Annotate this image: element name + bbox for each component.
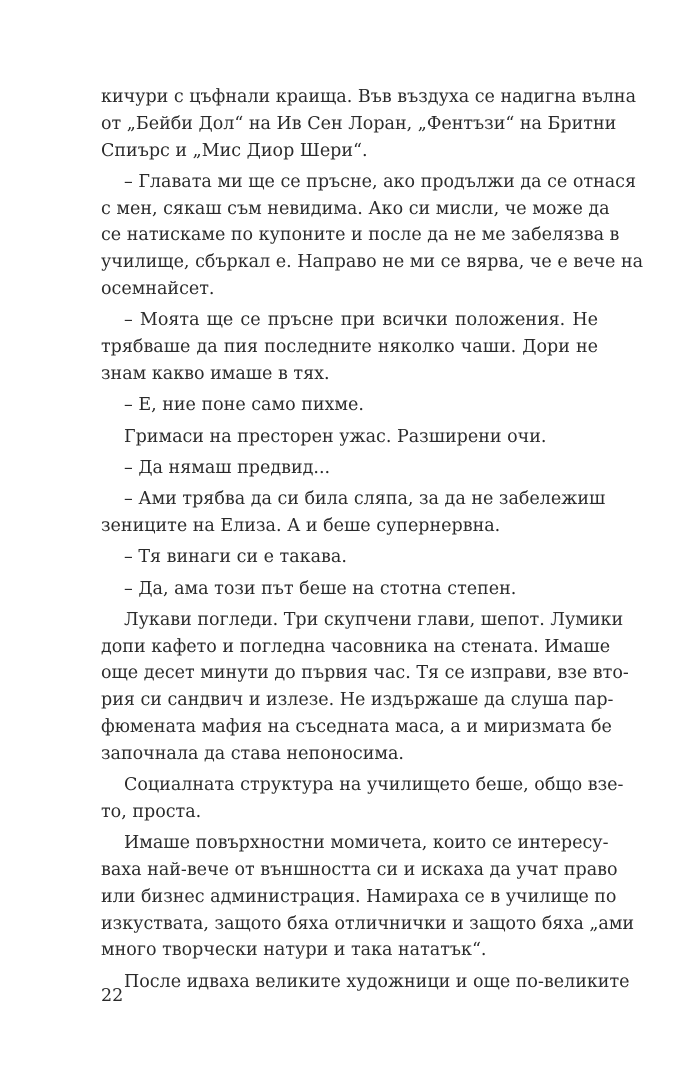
text-line: – Е, ние поне само пихме.: [124, 395, 364, 416]
text-line: Спиърс и „Мис Диор Шери“.: [101, 140, 368, 161]
text-line: фюмената мафия на съседната маса, а и миризмата бе: [101, 717, 612, 738]
text-line: рия си сандвич и излезе. Не издържаше да слуша пар-: [101, 690, 614, 711]
text-line: още десет минути до първия час. Тя се изправи, взе вто-: [101, 663, 629, 684]
text-line: – Ами трябва да си била сляпа, за да не забележиш: [124, 489, 606, 510]
text-line: училище, сбъркал е. Направо не ми се вярва, че е вече на: [101, 252, 644, 273]
text-line: от „Бейби Дол“ на Ив Сен Лоран, „Фентъзи“ на Бритни: [101, 113, 617, 134]
text-line: Лукави погледи. Три скупчени глави, шепот. Лумики: [124, 609, 624, 630]
text-line: изкуствата, защото бяха отличнички и защото бяха „ами: [101, 913, 635, 934]
text-line: – Тя винаги си е такава.: [124, 547, 347, 568]
text-line: или бизнес администрация. Намираха се в училище по: [101, 886, 617, 907]
text-line: – Моята ще се пръсне при всички положения. Не: [124, 310, 598, 331]
text-line: много творчески натури и така нататък“.: [101, 940, 487, 961]
text-line: После идваха великите художници и още по-великите: [124, 971, 630, 992]
text-line: знам какво имаше в тях.: [101, 363, 330, 384]
text-line: трябваше да пия последните няколко чаши. Дори не: [101, 337, 598, 358]
text-line: ваха най-вече от външността си и искаха да учат право: [101, 860, 618, 881]
text-line: кичури с цъфнали краища. Във въздуха се надигна вълна: [101, 87, 637, 107]
text-line: започнала да става непоносима.: [101, 743, 404, 764]
text-line: – Главата ми ще се пръсне, ако продължи да се отнася: [124, 171, 636, 192]
page-number: 22: [101, 986, 124, 1006]
text-line: – Да, ама този път беше на стотна степен.: [124, 578, 517, 599]
text-line: зениците на Елиза. А и беше супернервна.: [101, 515, 501, 536]
text-line: – Да нямаш предвид...: [124, 457, 331, 478]
text-line: Социалната структура на училището беше, общо взе-: [124, 775, 624, 796]
text-line: то, проста.: [101, 801, 202, 822]
text-line: се натискаме по купоните и после да не ме забелязва в: [101, 225, 620, 246]
text-line: с мен, сякаш съм невидима. Ако си мисли, че може да: [101, 198, 610, 219]
text-line: Имаше повърхностни момичета, които се интересу-: [124, 833, 609, 854]
text-line: осемнайсет.: [101, 279, 215, 300]
body-text: [101, 84, 644, 996]
text-line: допи кафето и погледна часовника на стената. Имаше: [101, 636, 611, 657]
text-line: Гримаси на престорен ужас. Разширени очи.: [124, 426, 547, 447]
